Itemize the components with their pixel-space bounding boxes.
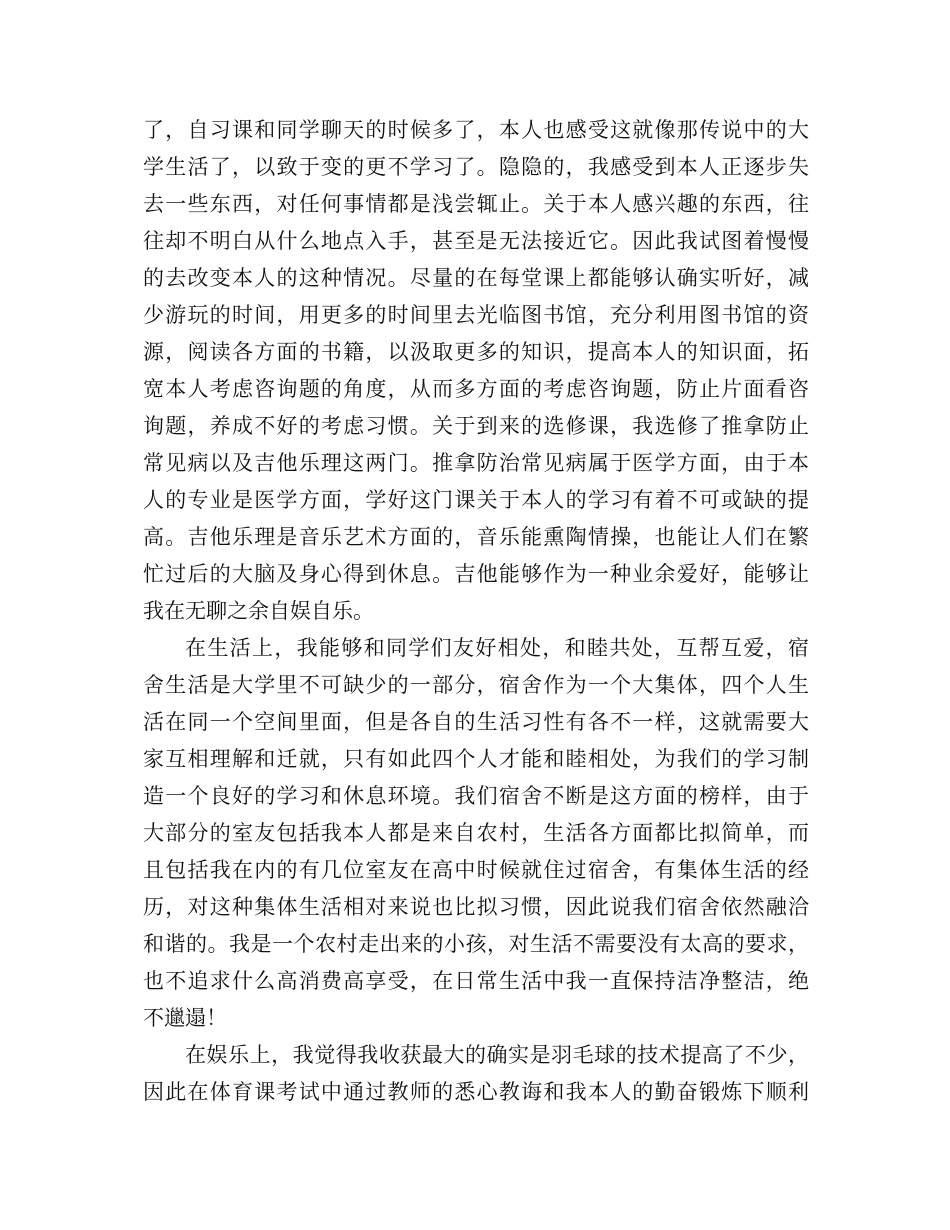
text-line: 源，阅读各方面的书籍，以汲取更多的知识，提高本人的知识面，拓 [143,340,809,364]
text-line: 活在同一个空间里面，但是各自的生活习性有各不一样，这就需要大 [143,710,809,734]
text-line: 大部分的室友包括我本人都是来自农村，生活各方面都比拟简单，而 [143,821,809,845]
text-line: 我在无聊之余自娱自乐。 [143,599,374,623]
text-line: 的去改变本人的这种情况。尽量的在每堂课上都能够认确实听好，减 [143,266,809,290]
text-line: 学生活了，以致于变的更不学习了。隐隐的，我感受到本人正逐步失 [143,155,809,179]
text-line: 忙过后的大脑及身心得到休息。吉他能够作为一种业余爱好，能够让 [143,562,809,586]
paragraph-entertainment [143,1037,809,1111]
text-line: 了，自习课和同学聊天的时候多了，本人也感受这就像那传说中的大 [143,118,809,142]
text-line: 和谐的。我是一个农村走出来的小孩，对生活不需要没有太高的要求， [143,932,809,956]
text-line: 家互相理解和迁就，只有如此四个人才能和睦相处，为我们的学习制 [143,747,809,771]
text-line: 也不追求什么高消费高享受，在日常生活中我一直保持洁净整洁，绝 [143,969,809,993]
text-line: 舍生活是大学里不可缺少的一部分，宿舍作为一个大集体，四个人生 [143,673,809,697]
text-line: 历，对这种集体生活相对来说也比拟习惯，因此说我们宿舍依然融洽 [143,895,809,919]
text-line: 在生活上，我能够和同学们友好相处，和睦共处，互帮互爱，宿 [185,636,809,660]
text-line: 常见病以及吉他乐理这两门。推拿防治常见病属于医学方面，由于本 [143,451,809,475]
text-line: 在娱乐上，我觉得我收获最大的确实是羽毛球的技术提高了不少， [185,1043,809,1067]
text-line: 造一个良好的学习和休息环境。我们宿舍不断是这方面的榜样，由于 [143,784,809,808]
text-line: 不邋遢！ [143,1006,227,1030]
paragraph-life [143,630,809,1037]
text-line: 且包括我在内的有几位室友在高中时候就住过宿舍，有集体生活的经 [143,858,809,882]
document-body [143,112,809,1111]
text-line: 宽本人考虑咨询题的角度，从而多方面的考虑咨询题，防止片面看咨 [143,377,809,401]
paragraph-study [143,112,809,630]
text-line: 因此在体育课考试中通过教师的悉心教诲和我本人的勤奋锻炼下顺利 [143,1080,809,1104]
text-line: 少游玩的时间，用更多的时间里去光临图书馆，充分利用图书馆的资 [143,303,809,327]
text-line: 去一些东西，对任何事情都是浅尝辄止。关于本人感兴趣的东西，往 [143,192,809,216]
text-line: 人的专业是医学方面，学好这门课关于本人的学习有着不可或缺的提 [143,488,809,512]
text-line: 询题，养成不好的考虑习惯。关于到来的选修课，我选修了推拿防止 [143,414,809,438]
text-line: 往却不明白从什么地点入手，甚至是无法接近它。因此我试图着慢慢 [143,229,809,253]
text-line: 高。吉他乐理是音乐艺术方面的，音乐能熏陶情操，也能让人们在繁 [143,525,809,549]
